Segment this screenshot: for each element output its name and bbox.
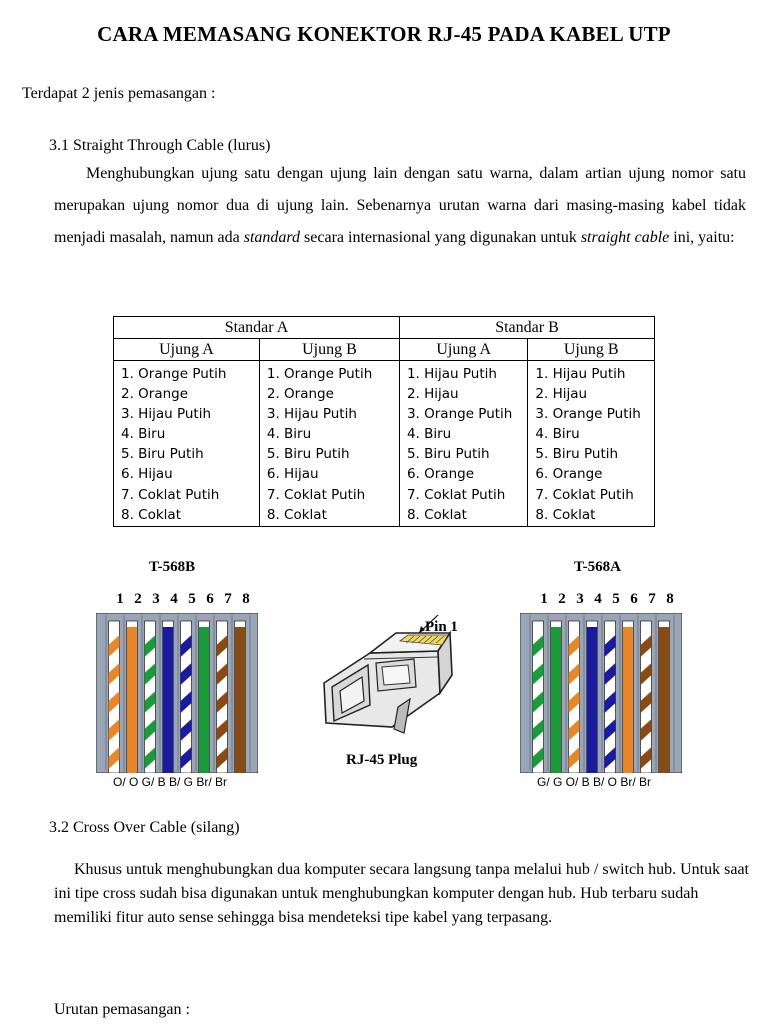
list-item: 2. Hijau	[535, 386, 588, 403]
t568a-connector-diagram	[520, 613, 682, 773]
list-item: 6. Hijau	[121, 466, 173, 483]
section-31-heading: 3.1 Straight Through Cable (lurus)	[49, 137, 271, 154]
pin-number: 7	[648, 591, 656, 607]
pin-number: 1	[116, 591, 124, 607]
t568b-wire-4	[163, 621, 174, 773]
list-item: 3. Hijau Putih	[121, 406, 212, 423]
pin1-label: Pin 1	[425, 619, 458, 635]
pin-number: 3	[152, 591, 160, 607]
t568b-label: T-568B	[149, 559, 196, 575]
column-header: Ujung A	[114, 339, 260, 361]
t568a-pin-numbers	[535, 591, 679, 608]
standar-b-ujung-b-column	[528, 361, 655, 527]
list-item: 6. Orange	[406, 466, 475, 483]
list-item: 2. Hijau	[406, 386, 459, 403]
column-header: Ujung B	[528, 339, 655, 361]
section-32-heading: 3.2 Cross Over Cable (silang)	[49, 819, 240, 836]
pin-number: 4	[594, 591, 602, 607]
t568a-wire-5	[605, 621, 616, 773]
t568b-color-codes: O/ O G/ B B/ G Br/ Br	[113, 775, 228, 789]
section-31-paragraph	[54, 158, 746, 254]
t568a-wire-6	[623, 621, 634, 773]
t568a-wire-8	[659, 621, 670, 773]
list-item: 5. Biru Putih	[406, 446, 490, 463]
t568b-wire-6	[199, 621, 210, 773]
list-item: 4. Biru	[406, 426, 452, 443]
pin-number: 5	[612, 591, 620, 607]
list-item: 1. Orange Putih	[121, 366, 227, 382]
urutan-heading: Urutan pemasangan :	[54, 1001, 190, 1018]
pin-number: 8	[242, 591, 250, 607]
pin-number: 4	[170, 591, 178, 607]
t568b-wire-3	[145, 621, 156, 773]
list-item: 6. Orange	[535, 466, 603, 483]
standar-b-ujung-a-column	[399, 361, 527, 527]
t568a-wire-1	[533, 621, 544, 773]
list-item: 8. Coklat	[535, 506, 596, 523]
pin-number: 8	[666, 591, 674, 607]
emphasis-standard: standard	[243, 229, 301, 246]
group-header-standar-b: Standar B	[399, 317, 654, 339]
list-item: 3. Hijau Putih	[266, 406, 357, 423]
group-header-standar-a: Standar A	[114, 317, 400, 339]
paragraph-text: Khusus untuk menghubungkan dua komputer secara langsung tanpa melalui hub / switch hub. Untuk saat ini tipe cross sudah bisa digunakan untuk menghubungkan komputer dengan hub. Hub terbaru sudah memiliki fitur auto sense sehingga bisa mendeteksi tipe kabel yang terpasang.	[54, 861, 749, 926]
paragraph-text: secara internasional yang digunakan untuk	[300, 229, 581, 246]
list-item: 6. Hijau	[266, 466, 319, 483]
t568a-wire-2	[551, 621, 562, 773]
pin-number: 6	[206, 591, 214, 607]
t568b-wire-1	[109, 621, 120, 773]
t568a-color-codes: G/ G O/ B B/ O Br/ Br	[537, 775, 652, 789]
pin-number: 7	[224, 591, 232, 607]
pin-number: 5	[188, 591, 196, 607]
t568a-label: T-568A	[574, 559, 621, 575]
list-item: 1. Hijau Putih	[406, 366, 497, 382]
list-item: 3. Orange Putih	[535, 406, 641, 423]
pin-number: 3	[576, 591, 584, 607]
column-header: Ujung A	[399, 339, 527, 361]
table-header-row	[114, 339, 655, 361]
list-item: 8. Coklat	[406, 506, 467, 523]
page-title: CARA MEMASANG KONEKTOR RJ-45 PADA KABEL UTP	[97, 22, 671, 46]
paragraph-text: ini, yaitu:	[669, 229, 735, 246]
t568b-connector-diagram	[96, 613, 258, 773]
list-item: 3. Orange Putih	[406, 406, 513, 423]
t568b-housing	[96, 613, 258, 773]
list-item: 1. Orange Putih	[266, 366, 373, 382]
list-item: 2. Orange	[266, 386, 334, 403]
table-body-row	[114, 361, 655, 527]
pin-number: 2	[558, 591, 566, 607]
paragraph-text: Menghubungkan ujung satu dengan ujung lain dengan satu warna, dalam artian ujung nomor satu merupakan ujung nomor dua di ujung lain. Sebenarnya urutan warna dari masing-masing kabel tidak menjadi masalah, namun ada	[54, 165, 746, 246]
t568b-wire-2	[127, 621, 138, 773]
column-header: Ujung B	[259, 339, 399, 361]
table-group-row	[114, 317, 655, 339]
t568a-wire-3	[569, 621, 580, 773]
t568b-wire-7	[217, 621, 228, 773]
list-item: 7. Coklat Putih	[535, 486, 634, 503]
list-item: 5. Biru Putih	[535, 446, 619, 463]
pin-number: 6	[630, 591, 638, 607]
list-item: 1. Hijau Putih	[535, 366, 626, 382]
list-item: 5. Biru Putih	[266, 446, 350, 463]
standar-a-ujung-a-column	[114, 361, 260, 527]
pin-number: 2	[134, 591, 142, 607]
list-item: 8. Coklat	[266, 506, 327, 523]
t568b-wire-5	[181, 621, 192, 773]
list-item: 7. Coklat Putih	[406, 486, 506, 503]
t568a-housing	[520, 613, 682, 773]
intro-text: Terdapat 2 jenis pemasangan :	[22, 85, 216, 102]
list-item: 7. Coklat Putih	[266, 486, 366, 503]
list-item: 5. Biru Putih	[121, 446, 204, 463]
pin-number: 1	[540, 591, 548, 607]
standar-a-ujung-b-column	[259, 361, 399, 527]
t568a-wire-4	[587, 621, 598, 773]
list-item: 2. Orange	[121, 386, 189, 403]
list-item: 7. Coklat Putih	[121, 486, 220, 503]
t568b-wire-8	[235, 621, 246, 773]
rj45-plug-label: RJ-45 Plug	[346, 752, 418, 768]
list-item: 4. Biru	[535, 426, 580, 443]
list-item: 4. Biru	[266, 426, 312, 443]
t568a-wire-7	[641, 621, 652, 773]
section-32-paragraph	[54, 858, 754, 930]
standard-table	[113, 316, 655, 527]
emphasis-straight-cable: straight cable	[580, 229, 670, 246]
list-item: 8. Coklat	[121, 506, 181, 523]
t568b-pin-numbers	[111, 591, 255, 608]
list-item: 4. Biru	[121, 426, 166, 443]
